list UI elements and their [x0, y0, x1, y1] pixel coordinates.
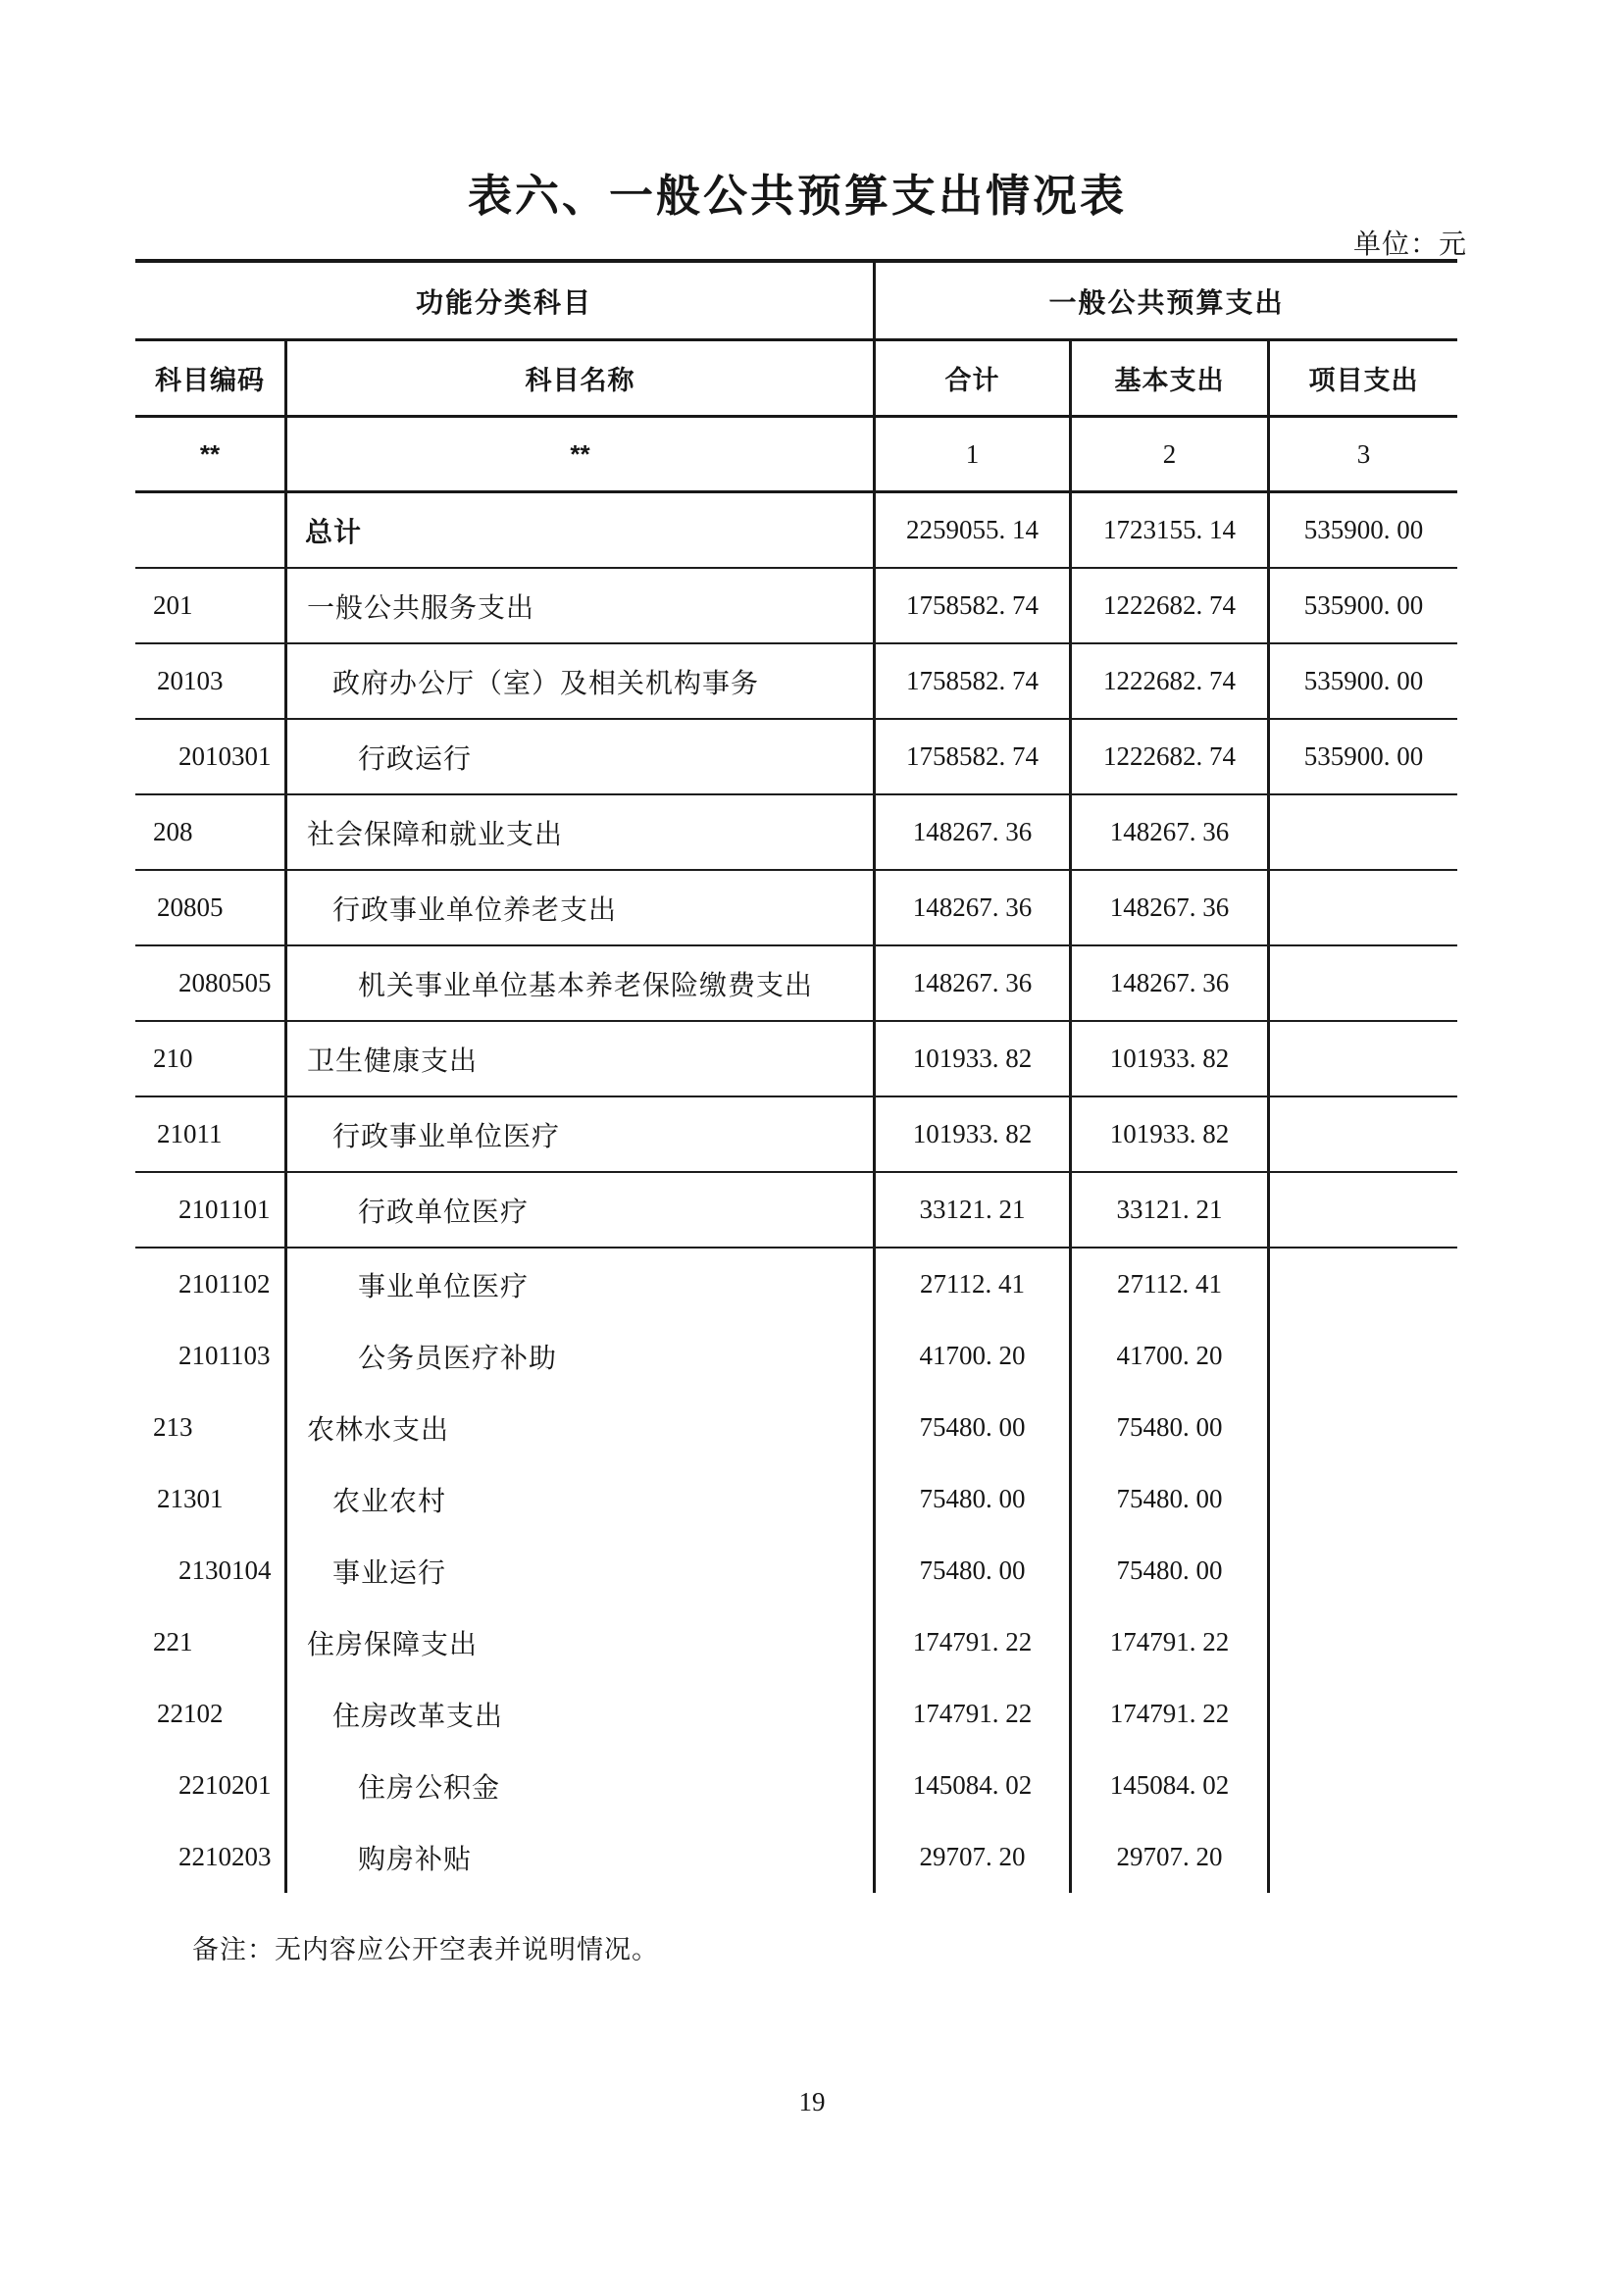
project-value	[1267, 1022, 1457, 1096]
project-value	[1267, 1248, 1457, 1320]
project-value	[1267, 1821, 1457, 1893]
subject-name: 公务员医疗补助	[284, 1320, 873, 1392]
subject-code: 2130104	[178, 1555, 272, 1585]
project-value	[1267, 1173, 1457, 1247]
project-value: 535900. 00	[1267, 493, 1457, 567]
basic-value: 1222682. 74	[1069, 569, 1267, 642]
basic-value: 75480. 00	[1069, 1463, 1267, 1535]
unit-label: 单位：元	[1353, 229, 1468, 260]
basic-value: 148267. 36	[1069, 946, 1267, 1020]
subject-code: 213	[153, 1412, 193, 1442]
subject-name: 总计	[284, 493, 873, 567]
subject-name: 住房公积金	[284, 1750, 873, 1821]
subject-code	[135, 493, 284, 567]
total-value: 75480. 00	[873, 1392, 1069, 1463]
table-row	[135, 1173, 1457, 1248]
subject-code: 20805	[157, 892, 224, 922]
subject-code: 22102	[157, 1699, 224, 1728]
basic-value: 27112. 41	[1069, 1248, 1267, 1320]
basic-value: 148267. 36	[1069, 871, 1267, 944]
basic-value: 1222682. 74	[1069, 720, 1267, 793]
subject-name: 社会保障和就业支出	[284, 795, 873, 869]
subject-code: 221	[153, 1627, 193, 1656]
total-value: 75480. 00	[873, 1535, 1069, 1606]
basic-value: 174791. 22	[1069, 1606, 1267, 1678]
project-value	[1267, 1606, 1457, 1678]
total-value: 41700. 20	[873, 1320, 1069, 1392]
project-column-number: 3	[1267, 418, 1457, 490]
total-value: 148267. 36	[873, 795, 1069, 869]
table-row	[135, 1535, 1457, 1606]
page-title: 表六、一般公共预算支出情况表	[467, 172, 1127, 221]
subject-code: 2080505	[178, 968, 272, 997]
table-row	[135, 1750, 1457, 1821]
subject-name: 事业运行	[284, 1535, 873, 1606]
subject-name: 农业农村	[284, 1463, 873, 1535]
total-column-number: 1	[873, 418, 1069, 490]
total-value: 1758582. 74	[873, 720, 1069, 793]
subject-name: 行政运行	[284, 720, 873, 793]
header-functional-classification: 功能分类科目	[415, 286, 592, 318]
subject-code: 2101101	[178, 1195, 271, 1224]
basic-value: 174791. 22	[1069, 1678, 1267, 1750]
subject-code: 210	[153, 1044, 193, 1073]
table-row	[135, 871, 1457, 946]
budget-table	[135, 259, 1457, 1893]
project-value	[1267, 1463, 1457, 1535]
header-total-column: 合计	[873, 341, 1069, 415]
project-value	[1267, 1535, 1457, 1606]
basic-column-number: 2	[1069, 418, 1267, 490]
subject-name: 住房改革支出	[284, 1678, 873, 1750]
total-value: 145084. 02	[873, 1750, 1069, 1821]
subject-name: 行政单位医疗	[284, 1173, 873, 1247]
project-value	[1267, 1678, 1457, 1750]
table-header-numbers	[135, 418, 1457, 493]
table-row	[135, 946, 1457, 1022]
basic-value: 148267. 36	[1069, 795, 1267, 869]
subject-name: 卫生健康支出	[284, 1022, 873, 1096]
subject-code: 201	[153, 590, 193, 620]
total-value: 174791. 22	[873, 1606, 1069, 1678]
table-row	[135, 569, 1457, 644]
table-row	[135, 1606, 1457, 1678]
subject-name: 住房保障支出	[284, 1606, 873, 1678]
project-value	[1267, 1750, 1457, 1821]
total-value: 101933. 82	[873, 1097, 1069, 1171]
project-value	[1267, 1392, 1457, 1463]
subject-code: 2210201	[178, 1770, 272, 1800]
basic-value: 75480. 00	[1069, 1535, 1267, 1606]
total-value: 75480. 00	[873, 1463, 1069, 1535]
project-value: 535900. 00	[1267, 644, 1457, 718]
total-value: 2259055. 14	[873, 493, 1069, 567]
table-row	[135, 1248, 1457, 1320]
subject-name: 行政事业单位养老支出	[284, 871, 873, 944]
subject-code: 2101102	[178, 1269, 271, 1299]
project-value: 535900. 00	[1267, 720, 1457, 793]
table-row	[135, 1097, 1457, 1173]
total-value: 33121. 21	[873, 1173, 1069, 1247]
total-value: 1758582. 74	[873, 569, 1069, 642]
basic-value: 1723155. 14	[1069, 493, 1267, 567]
subject-code: 2010301	[178, 741, 272, 771]
basic-value: 1222682. 74	[1069, 644, 1267, 718]
subject-code: 208	[153, 817, 193, 846]
table-row	[135, 1463, 1457, 1535]
table-row	[135, 1821, 1457, 1893]
project-value	[1267, 946, 1457, 1020]
subject-name: 农林水支出	[284, 1392, 873, 1463]
table-row	[135, 795, 1457, 871]
total-value: 29707. 20	[873, 1821, 1069, 1893]
header-basic-column: 基本支出	[1069, 341, 1267, 415]
basic-value: 33121. 21	[1069, 1173, 1267, 1247]
subject-code: 21301	[157, 1484, 224, 1513]
header-subject-code: 科目编码	[155, 366, 265, 395]
subject-name: 一般公共服务支出	[284, 569, 873, 642]
total-value: 148267. 36	[873, 946, 1069, 1020]
table-row	[135, 1320, 1457, 1392]
basic-value: 75480. 00	[1069, 1392, 1267, 1463]
subject-name: 机关事业单位基本养老保险缴费支出	[284, 946, 873, 1020]
table-row	[135, 644, 1457, 720]
subject-code: 2210203	[178, 1842, 272, 1871]
subject-code: 2101103	[178, 1341, 271, 1370]
project-value	[1267, 871, 1457, 944]
table-row	[135, 1022, 1457, 1097]
subject-name: 政府办公厅（室）及相关机构事务	[284, 644, 873, 718]
project-value	[1267, 795, 1457, 869]
header-subject-name: 科目名称	[284, 341, 873, 415]
table-row-grand-total	[135, 493, 1457, 569]
basic-value: 101933. 82	[1069, 1097, 1267, 1171]
subject-name: 购房补贴	[284, 1821, 873, 1893]
table-header-groups	[135, 263, 1457, 341]
total-value: 174791. 22	[873, 1678, 1069, 1750]
basic-value: 101933. 82	[1069, 1022, 1267, 1096]
project-value	[1267, 1320, 1457, 1392]
basic-value: 29707. 20	[1069, 1821, 1267, 1893]
project-value: 535900. 00	[1267, 569, 1457, 642]
subject-code: 21011	[157, 1119, 223, 1148]
table-header-columns	[135, 341, 1457, 418]
table-row	[135, 1392, 1457, 1463]
page-number: 19	[798, 2087, 826, 2116]
name-mask: **	[284, 418, 873, 490]
footnote: 备注：无内容应公开空表并说明情况。	[192, 1935, 659, 1964]
basic-value: 145084. 02	[1069, 1750, 1267, 1821]
total-value: 101933. 82	[873, 1022, 1069, 1096]
total-value: 148267. 36	[873, 871, 1069, 944]
table-row	[135, 720, 1457, 795]
project-value	[1267, 1097, 1457, 1171]
subject-name: 行政事业单位医疗	[284, 1097, 873, 1171]
total-value: 27112. 41	[873, 1248, 1069, 1320]
header-general-public-budget: 一般公共预算支出	[873, 263, 1457, 338]
subject-name: 事业单位医疗	[284, 1248, 873, 1320]
code-mask: **	[199, 438, 221, 469]
basic-value: 41700. 20	[1069, 1320, 1267, 1392]
header-project-column: 项目支出	[1267, 341, 1457, 415]
table-row	[135, 1678, 1457, 1750]
subject-code: 20103	[157, 666, 224, 695]
total-value: 1758582. 74	[873, 644, 1069, 718]
